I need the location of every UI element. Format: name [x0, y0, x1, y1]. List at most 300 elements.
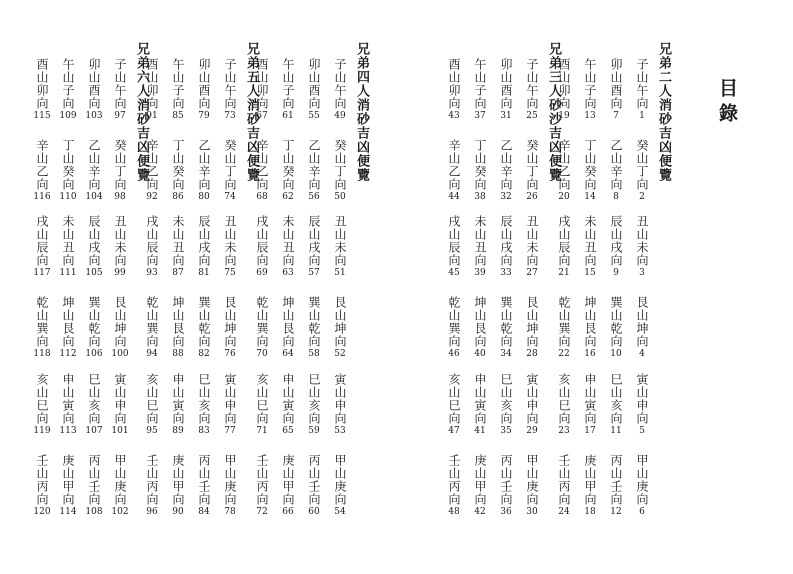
entry-page-number: 85	[172, 111, 184, 121]
entry-label: 巽山乾向	[499, 296, 513, 348]
toc-entry[interactable]	[141, 454, 163, 518]
entry-label: 庚山甲向	[171, 454, 185, 506]
entry-label: 酉山卯向	[557, 58, 571, 110]
entry-label: 申山寅向	[61, 373, 75, 425]
entry-label: 卯山酉向	[499, 58, 513, 110]
entry-label: 乙山辛向	[197, 139, 211, 191]
entry-label: 酉山卯向	[447, 58, 461, 110]
entry-page-number: 53	[334, 426, 346, 436]
entry-page-number: 26	[526, 192, 538, 202]
entry-page-number: 43	[448, 111, 460, 121]
entry-label: 丁山癸向	[473, 139, 487, 191]
toc-entry[interactable]	[631, 58, 653, 122]
entry-page-number: 99	[114, 268, 126, 278]
entry-label: 坤山艮向	[61, 296, 75, 348]
entry-label: 辛山乙向	[447, 139, 461, 191]
toc-entry[interactable]	[495, 215, 517, 279]
entry-page-number: 3	[639, 268, 645, 278]
toc-entry[interactable]	[109, 215, 131, 279]
entry-page-number: 114	[59, 507, 77, 517]
entry-label: 艮山坤向	[113, 296, 127, 348]
entry-page-number: 81	[198, 268, 210, 278]
toc-entry[interactable]	[553, 373, 575, 437]
entry-label: 癸山丁向	[525, 139, 539, 191]
entry-page-number: 66	[282, 507, 294, 517]
entry-label: 乙山辛向	[87, 139, 101, 191]
entry-label: 戌山辰向	[35, 215, 49, 267]
entry-label: 申山寅向	[281, 373, 295, 425]
entry-label: 子山午向	[333, 58, 347, 110]
section-heading: 兄弟四人消砂吉凶便覽	[354, 42, 369, 182]
toc-entry[interactable]	[167, 373, 189, 437]
entry-label: 坤山艮向	[583, 296, 597, 348]
entry-label: 寅山申向	[333, 373, 347, 425]
toc-entry[interactable]	[495, 454, 517, 518]
toc-entry[interactable]	[631, 215, 653, 279]
entry-page-number: 30	[526, 507, 538, 517]
entry-label: 癸山丁向	[333, 139, 347, 191]
entry-page-number: 6	[639, 507, 645, 517]
toc-entry[interactable]	[219, 296, 241, 360]
entry-label: 亥山巳向	[447, 373, 461, 425]
toc-entry[interactable]	[469, 58, 491, 122]
entry-label: 丙山壬向	[499, 454, 513, 506]
entry-label: 申山寅向	[583, 373, 597, 425]
entry-page-number: 36	[500, 507, 512, 517]
entry-label: 丙山壬向	[87, 454, 101, 506]
entry-label: 子山午向	[113, 58, 127, 110]
toc-entry[interactable]	[83, 454, 105, 518]
entry-label: 辰山戌向	[87, 215, 101, 267]
toc-entry[interactable]	[141, 373, 163, 437]
entry-label: 寅山申向	[223, 373, 237, 425]
toc-entry[interactable]	[303, 296, 325, 360]
entry-page-number: 14	[584, 192, 596, 202]
toc-entry[interactable]	[167, 296, 189, 360]
toc-entry[interactable]	[109, 58, 131, 122]
entry-label: 辰山戌向	[609, 215, 623, 267]
toc-entry[interactable]	[469, 296, 491, 360]
toc-entry[interactable]	[83, 139, 105, 203]
entry-page-number: 76	[224, 349, 236, 359]
entry-page-number: 98	[114, 192, 126, 202]
entry-label: 艮山坤向	[333, 296, 347, 348]
toc-entry[interactable]	[277, 58, 299, 122]
entry-label: 巳山亥向	[609, 373, 623, 425]
entry-page-number: 51	[334, 268, 346, 278]
toc-entry[interactable]	[57, 296, 79, 360]
toc-entry[interactable]	[219, 215, 241, 279]
toc-entry[interactable]	[167, 139, 189, 203]
entry-label: 午山子向	[583, 58, 597, 110]
toc-entry[interactable]	[141, 215, 163, 279]
entry-page-number: 70	[256, 349, 268, 359]
entry-label: 甲山庚向	[223, 454, 237, 506]
entry-page-number: 84	[198, 507, 210, 517]
toc-entry[interactable]	[605, 58, 627, 122]
entry-label: 子山午向	[525, 58, 539, 110]
toc-entry[interactable]	[553, 454, 575, 518]
entry-page-number: 34	[500, 349, 512, 359]
entry-page-number: 21	[558, 268, 570, 278]
toc-entry[interactable]	[31, 454, 53, 518]
entry-label: 辛山乙向	[35, 139, 49, 191]
entry-page-number: 80	[198, 192, 210, 202]
toc-entry[interactable]	[329, 215, 351, 279]
toc-entry[interactable]	[521, 215, 543, 279]
entry-page-number: 67	[256, 111, 268, 121]
toc-entry[interactable]	[167, 215, 189, 279]
toc-entry[interactable]	[329, 454, 351, 518]
entry-label: 辛山乙向	[557, 139, 571, 191]
entry-page-number: 28	[526, 349, 538, 359]
toc-entry[interactable]	[579, 58, 601, 122]
entry-page-number: 61	[282, 111, 294, 121]
toc-entry[interactable]	[31, 296, 53, 360]
entry-label: 丙山壬向	[609, 454, 623, 506]
entry-label: 巳山亥向	[307, 373, 321, 425]
toc-entry[interactable]	[495, 139, 517, 203]
entry-page-number: 100	[111, 349, 129, 359]
toc-entry[interactable]	[31, 373, 53, 437]
entry-page-number: 117	[33, 268, 51, 278]
entry-page-number: 95	[146, 426, 158, 436]
toc-entry[interactable]	[631, 373, 653, 437]
entry-label: 午山子向	[473, 58, 487, 110]
entry-label: 甲山庚向	[525, 454, 539, 506]
entry-label: 丑山未向	[635, 215, 649, 267]
toc-entry[interactable]	[109, 373, 131, 437]
entry-label: 亥山巳向	[35, 373, 49, 425]
toc-entry[interactable]	[193, 373, 215, 437]
toc-entry[interactable]	[57, 373, 79, 437]
section-heading: 兄弟三人砂沙吉凶便覽	[546, 42, 561, 182]
entry-page-number: 109	[59, 111, 77, 121]
entry-label: 乾山巽向	[255, 296, 269, 348]
entry-page-number: 46	[448, 349, 460, 359]
entry-page-number: 59	[308, 426, 320, 436]
entry-label: 申山寅向	[473, 373, 487, 425]
toc-entry[interactable]	[167, 454, 189, 518]
entry-label: 亥山巳向	[255, 373, 269, 425]
toc-entry[interactable]	[303, 454, 325, 518]
toc-entry[interactable]	[579, 454, 601, 518]
entry-label: 乙山辛向	[609, 139, 623, 191]
entry-page-number: 13	[584, 111, 596, 121]
entry-label: 未山丑向	[281, 215, 295, 267]
toc-entry[interactable]	[193, 215, 215, 279]
toc-entry[interactable]	[57, 454, 79, 518]
entry-page-number: 25	[526, 111, 538, 121]
section-heading: 兄弟二人消砂吉凶便覽	[656, 42, 671, 182]
toc-entry[interactable]	[109, 296, 131, 360]
entry-label: 巳山亥向	[499, 373, 513, 425]
entry-label: 辰山戌向	[197, 215, 211, 267]
toc-entry[interactable]	[277, 139, 299, 203]
toc-entry[interactable]	[329, 139, 351, 203]
toc-entry[interactable]	[469, 373, 491, 437]
entry-label: 卯山酉向	[87, 58, 101, 110]
toc-entry[interactable]	[579, 139, 601, 203]
entry-label: 午山子向	[281, 58, 295, 110]
toc-entry[interactable]	[579, 296, 601, 360]
entry-label: 乾山巽向	[35, 296, 49, 348]
page-title: 目錄	[716, 78, 738, 128]
entry-page-number: 73	[224, 111, 236, 121]
toc-entry[interactable]	[109, 454, 131, 518]
entry-page-number: 107	[85, 426, 103, 436]
entry-page-number: 15	[584, 268, 596, 278]
toc-entry[interactable]	[521, 58, 543, 122]
entry-page-number: 1	[639, 111, 645, 121]
entry-label: 寅山申向	[635, 373, 649, 425]
entry-page-number: 106	[85, 349, 103, 359]
entry-page-number: 86	[172, 192, 184, 202]
toc-entry[interactable]	[579, 215, 601, 279]
toc-entry[interactable]	[193, 296, 215, 360]
entry-page-number: 4	[639, 349, 645, 359]
entry-page-number: 83	[198, 426, 210, 436]
toc-entry[interactable]	[83, 296, 105, 360]
toc-entry[interactable]	[443, 454, 465, 518]
toc-entry[interactable]	[605, 296, 627, 360]
toc-entry[interactable]	[605, 139, 627, 203]
entry-label: 丑山未向	[333, 215, 347, 267]
toc-entry[interactable]	[303, 373, 325, 437]
entry-page-number: 24	[558, 507, 570, 517]
entry-page-number: 50	[334, 192, 346, 202]
toc-entry[interactable]	[605, 454, 627, 518]
entry-label: 乾山巽向	[145, 296, 159, 348]
entry-page-number: 111	[59, 268, 77, 278]
entry-page-number: 74	[224, 192, 236, 202]
entry-page-number: 103	[85, 111, 103, 121]
entry-label: 未山丑向	[171, 215, 185, 267]
toc-entry[interactable]	[193, 58, 215, 122]
entry-label: 甲山庚向	[333, 454, 347, 506]
entry-page-number: 55	[308, 111, 320, 121]
entry-page-number: 87	[172, 268, 184, 278]
toc-entry[interactable]	[277, 215, 299, 279]
toc-entry[interactable]	[605, 215, 627, 279]
toc-entry[interactable]	[579, 373, 601, 437]
toc-entry[interactable]	[329, 373, 351, 437]
entry-page-number: 23	[558, 426, 570, 436]
entry-label: 乾山巽向	[447, 296, 461, 348]
entry-page-number: 17	[584, 426, 596, 436]
toc-entry[interactable]	[83, 373, 105, 437]
toc-entry[interactable]	[57, 58, 79, 122]
section-heading: 兄弟六人消砂吉凶便覽	[134, 42, 149, 182]
toc-entry[interactable]	[495, 373, 517, 437]
toc-entry[interactable]	[521, 373, 543, 437]
entry-page-number: 31	[500, 111, 512, 121]
entry-label: 子山午向	[635, 58, 649, 110]
entry-label: 酉山卯向	[145, 58, 159, 110]
toc-entry[interactable]	[167, 58, 189, 122]
entry-label: 亥山巳向	[145, 373, 159, 425]
toc-entry[interactable]	[443, 139, 465, 203]
entry-label: 坤山艮向	[171, 296, 185, 348]
entry-page-number: 42	[474, 507, 486, 517]
entry-page-number: 12	[610, 507, 622, 517]
toc-entry[interactable]	[469, 454, 491, 518]
entry-label: 巽山乾向	[87, 296, 101, 348]
entry-label: 壬山丙向	[557, 454, 571, 506]
toc-entry[interactable]	[329, 296, 351, 360]
entry-page-number: 16	[584, 349, 596, 359]
toc-entry[interactable]	[631, 296, 653, 360]
entry-page-number: 18	[584, 507, 596, 517]
entry-page-number: 56	[308, 192, 320, 202]
entry-page-number: 75	[224, 268, 236, 278]
toc-entry[interactable]	[303, 58, 325, 122]
entry-label: 庚山甲向	[281, 454, 295, 506]
entry-label: 酉山卯向	[255, 58, 269, 110]
toc-entry[interactable]	[277, 454, 299, 518]
entry-label: 酉山卯向	[35, 58, 49, 110]
entry-label: 巽山乾向	[307, 296, 321, 348]
entry-label: 丁山癸向	[281, 139, 295, 191]
entry-label: 卯山酉向	[307, 58, 321, 110]
toc-entry[interactable]	[83, 58, 105, 122]
entry-label: 壬山丙向	[255, 454, 269, 506]
entry-page-number: 112	[59, 349, 77, 359]
toc-entry[interactable]	[141, 296, 163, 360]
toc-entry[interactable]	[31, 139, 53, 203]
toc-entry[interactable]	[109, 139, 131, 203]
entry-label: 壬山丙向	[447, 454, 461, 506]
toc-entry[interactable]	[495, 296, 517, 360]
entry-page-number: 104	[85, 192, 103, 202]
toc-entry[interactable]	[469, 139, 491, 203]
entry-page-number: 108	[85, 507, 103, 517]
toc-entry[interactable]	[277, 373, 299, 437]
entry-label: 丙山壬向	[307, 454, 321, 506]
entry-label: 甲山庚向	[113, 454, 127, 506]
entry-label: 戌山辰向	[557, 215, 571, 267]
toc-entry[interactable]	[251, 454, 273, 518]
entry-label: 坤山艮向	[281, 296, 295, 348]
entry-page-number: 89	[172, 426, 184, 436]
entry-page-number: 60	[308, 507, 320, 517]
entry-page-number: 27	[526, 268, 538, 278]
toc-entry[interactable]	[443, 58, 465, 122]
entry-page-number: 78	[224, 507, 236, 517]
toc-entry[interactable]	[31, 58, 53, 122]
entry-label: 丁山癸向	[171, 139, 185, 191]
toc-entry[interactable]	[521, 139, 543, 203]
entry-label: 寅山申向	[113, 373, 127, 425]
toc-entry[interactable]	[303, 139, 325, 203]
entry-label: 辛山乙向	[145, 139, 159, 191]
toc-entry[interactable]	[219, 373, 241, 437]
entry-label: 午山子向	[61, 58, 75, 110]
entry-page-number: 48	[448, 507, 460, 517]
entry-page-number: 35	[500, 426, 512, 436]
entry-label: 艮山坤向	[223, 296, 237, 348]
toc-entry[interactable]	[521, 296, 543, 360]
entry-label: 申山寅向	[171, 373, 185, 425]
entry-label: 辰山戌向	[307, 215, 321, 267]
entry-page-number: 33	[500, 268, 512, 278]
entry-page-number: 118	[33, 349, 51, 359]
entry-page-number: 62	[282, 192, 294, 202]
entry-page-number: 115	[33, 111, 51, 121]
entry-label: 巳山亥向	[197, 373, 211, 425]
toc-entry[interactable]	[251, 215, 273, 279]
entry-page-number: 2	[639, 192, 645, 202]
toc-entry[interactable]	[57, 215, 79, 279]
toc-entry[interactable]	[329, 58, 351, 122]
entry-label: 巳山亥向	[87, 373, 101, 425]
toc-entry[interactable]	[469, 215, 491, 279]
entry-page-number: 38	[474, 192, 486, 202]
entry-page-number: 96	[146, 507, 158, 517]
entry-label: 丑山未向	[525, 215, 539, 267]
entry-label: 丑山未向	[113, 215, 127, 267]
entry-label: 巽山乾向	[197, 296, 211, 348]
entry-label: 未山丑向	[61, 215, 75, 267]
entry-label: 庚山甲向	[473, 454, 487, 506]
entry-page-number: 88	[172, 349, 184, 359]
entry-label: 丑山未向	[223, 215, 237, 267]
toc-entry[interactable]	[443, 296, 465, 360]
toc-entry[interactable]	[219, 139, 241, 203]
toc-entry[interactable]	[303, 215, 325, 279]
entry-page-number: 8	[613, 192, 619, 202]
toc-entry[interactable]	[605, 373, 627, 437]
entry-page-number: 94	[146, 349, 158, 359]
toc-entry[interactable]	[193, 454, 215, 518]
entry-page-number: 57	[308, 268, 320, 278]
entry-page-number: 71	[256, 426, 268, 436]
entry-label: 坤山艮向	[473, 296, 487, 348]
toc-entry[interactable]	[251, 296, 273, 360]
entry-page-number: 58	[308, 349, 320, 359]
toc-entry[interactable]	[495, 58, 517, 122]
entry-page-number: 49	[334, 111, 346, 121]
toc-entry[interactable]	[219, 58, 241, 122]
toc-entry[interactable]	[631, 139, 653, 203]
toc-entry[interactable]	[521, 454, 543, 518]
entry-page-number: 19	[558, 111, 570, 121]
toc-entry[interactable]	[553, 215, 575, 279]
toc-entry[interactable]	[553, 296, 575, 360]
entry-label: 壬山丙向	[145, 454, 159, 506]
entry-page-number: 5	[639, 426, 645, 436]
entry-page-number: 105	[85, 268, 103, 278]
toc-entry[interactable]	[443, 215, 465, 279]
entry-page-number: 116	[33, 192, 51, 202]
toc-entry[interactable]	[193, 139, 215, 203]
entry-page-number: 54	[334, 507, 346, 517]
toc-entry[interactable]	[443, 373, 465, 437]
entry-label: 艮山坤向	[635, 296, 649, 348]
entry-page-number: 52	[334, 349, 346, 359]
toc-entry[interactable]	[631, 454, 653, 518]
toc-entry[interactable]	[251, 373, 273, 437]
toc-entry[interactable]	[83, 215, 105, 279]
toc-entry[interactable]	[57, 139, 79, 203]
entry-label: 戌山辰向	[145, 215, 159, 267]
entry-page-number: 32	[500, 192, 512, 202]
toc-entry[interactable]	[31, 215, 53, 279]
toc-entry[interactable]	[219, 454, 241, 518]
entry-label: 午山子向	[171, 58, 185, 110]
toc-entry[interactable]	[277, 296, 299, 360]
entry-page-number: 101	[111, 426, 129, 436]
